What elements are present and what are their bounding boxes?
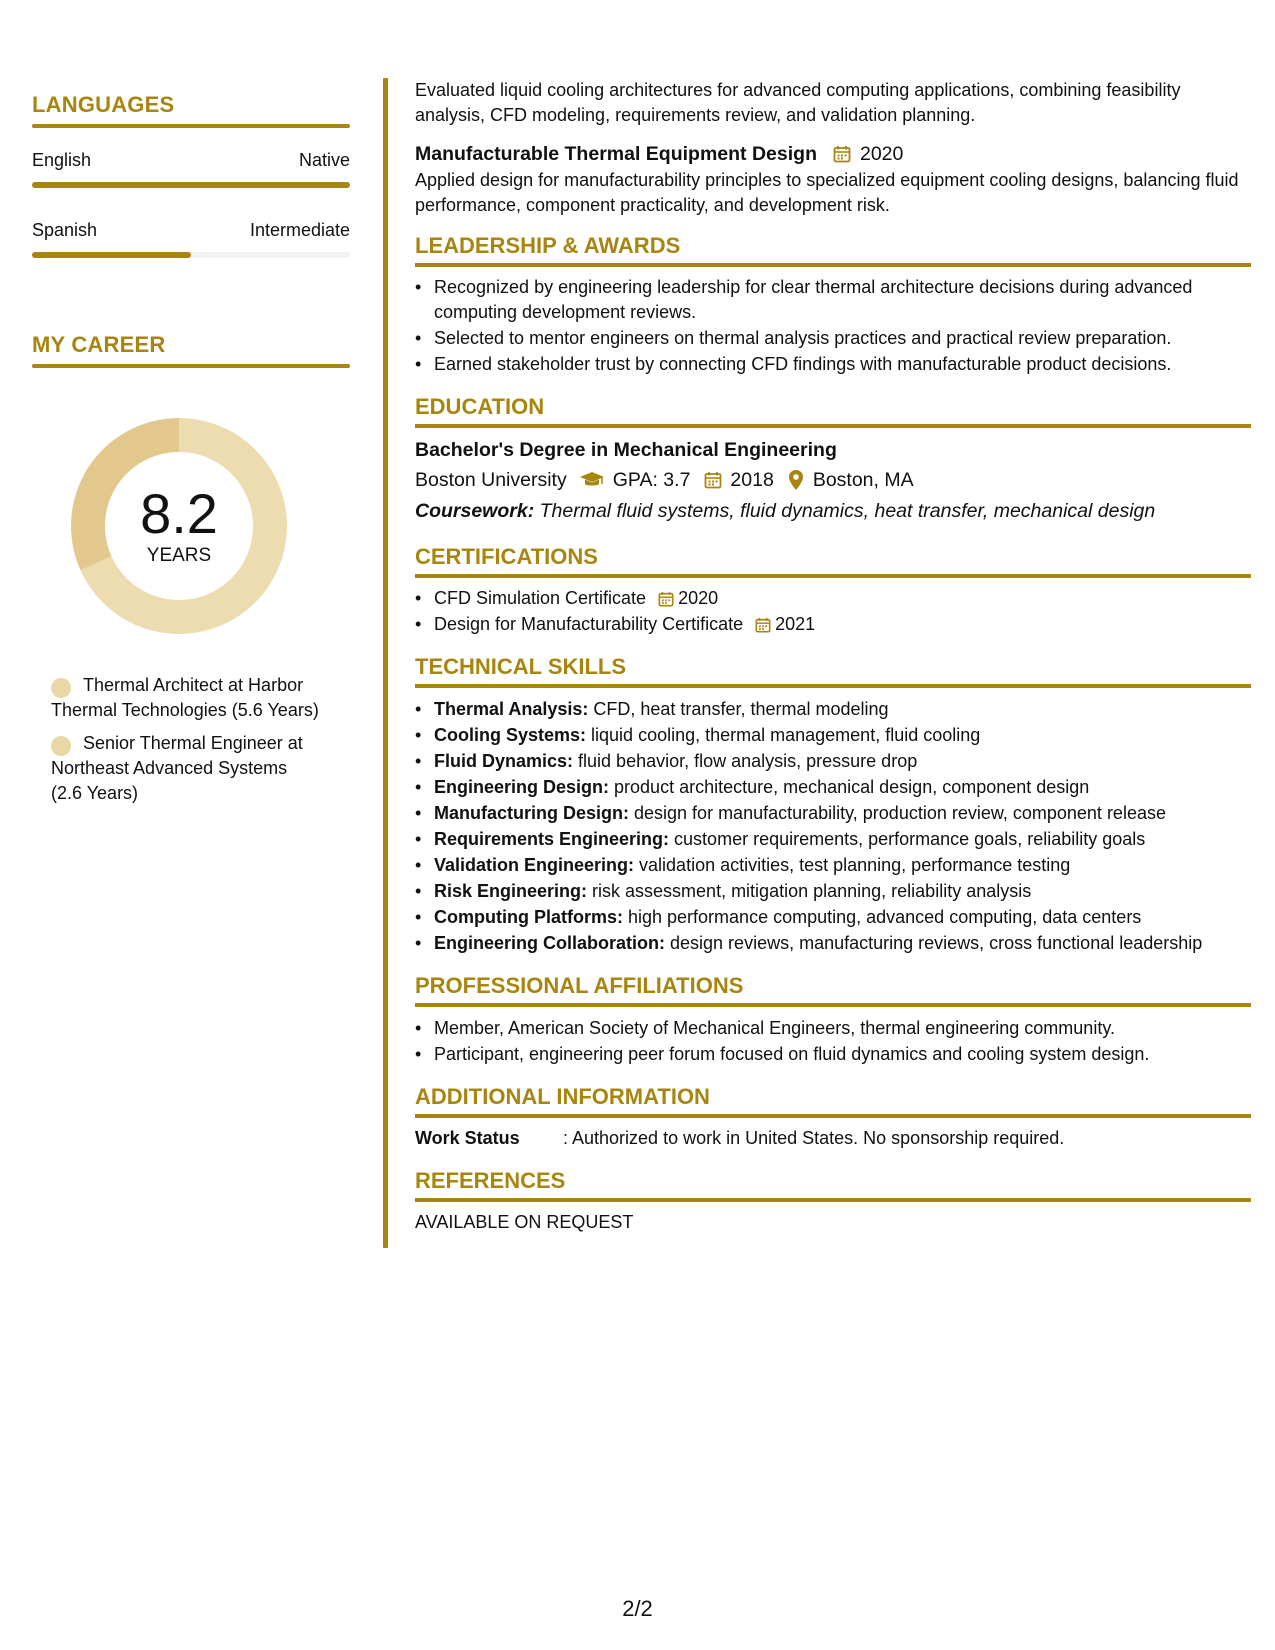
skill-item [415, 878, 1251, 904]
skill-value: design for manufacturability, production review, component release [629, 803, 1166, 823]
skill-value: high performance computing, advanced computing, data centers [623, 907, 1142, 927]
skill-item [415, 774, 1251, 800]
affiliations-list [415, 1015, 1251, 1067]
skill-label: Fluid Dynamics: [434, 751, 574, 771]
section-rule [415, 684, 1251, 688]
project-year: 2020 [859, 143, 904, 165]
section-rule [415, 1114, 1251, 1118]
education-title: EDUCATION [415, 394, 545, 419]
skill-value: design reviews, manufacturing reviews, cross functional leadership [665, 933, 1203, 953]
skill-label: Risk Engineering: [434, 881, 588, 901]
language-level: Native [298, 150, 350, 170]
references-section [415, 1167, 1251, 1235]
career-title: MY CAREER [32, 332, 166, 357]
page-number: 2/2 [622, 1596, 653, 1621]
work-status-label: Work Status [415, 1128, 520, 1148]
skill-value: liquid cooling, thermal management, fluid cooling [586, 725, 981, 745]
school-name: Boston University [415, 469, 567, 491]
leadership-list [415, 275, 1251, 377]
language-level: Intermediate [249, 220, 350, 240]
skill-item [415, 800, 1251, 826]
references-text: AVAILABLE ON REQUEST [415, 1212, 634, 1232]
language-bar-track [32, 182, 350, 188]
list-item: • Recognized by engineering leadership for clear thermal architecture decisions during advanced computing development reviews. [415, 275, 1251, 325]
skill-item [415, 904, 1251, 930]
career-total-years: 8.2 [140, 482, 218, 545]
language-bar-fill [32, 182, 350, 188]
career-role-text: Thermal Architect at Harbor Thermal Technologies (5.6 Years) [51, 675, 319, 720]
skill-label: Engineering Collaboration: [434, 933, 666, 953]
certification-item [415, 612, 1251, 637]
language-bar-fill [32, 252, 191, 258]
certification-year: 2020 [678, 588, 719, 608]
right-column [415, 78, 1251, 1235]
skill-label: Computing Platforms: [434, 907, 623, 927]
career-legend-item [51, 731, 322, 806]
section-rule [415, 424, 1251, 428]
left-column [32, 92, 350, 814]
certifications-title: CERTIFICATIONS [415, 544, 598, 569]
section-rule [32, 364, 350, 368]
location-pin-icon [788, 469, 804, 491]
skill-value: validation activities, test planning, performance testing [634, 855, 1071, 875]
certifications-list [415, 586, 1251, 637]
language-bar-track [32, 252, 350, 258]
certification-year: 2021 [775, 614, 816, 634]
leadership-section [415, 232, 1251, 377]
skills-section [415, 653, 1251, 956]
language-name: English [32, 150, 92, 170]
list-item: • Earned stakeholder trust by connecting CFD findings with manufacturable product decisions. [415, 352, 1251, 377]
legend-dot-icon [51, 678, 71, 698]
coursework [415, 496, 1251, 526]
affiliations-title: PROFESSIONAL AFFILIATIONS [415, 973, 744, 998]
language-name: Spanish [32, 220, 98, 240]
certification-name: • CFD Simulation Certificate [434, 588, 647, 608]
graduation-year: 2018 [730, 469, 774, 491]
career-donut-chart [66, 413, 292, 639]
list-item: • Selected to mentor engineers on thermal analysis practices and practical review preparation. [415, 326, 1251, 351]
skill-value: risk assessment, mitigation planning, reliability analysis [587, 881, 1032, 901]
language-item [32, 220, 350, 258]
education-section [415, 393, 1251, 526]
calendar-icon [704, 471, 722, 489]
legend-dot-icon [51, 736, 71, 756]
school-location: Boston, MA [812, 469, 914, 491]
degree-title: Bachelor's Degree in Mechanical Engineering [415, 439, 837, 461]
section-rule [415, 263, 1251, 267]
skill-value: customer requirements, performance goals, reliability goals [669, 829, 1146, 849]
project-description: Applied design for manufacturability principles to specialized equipment cooling designs, balancing fluid performance, component practicality, and development risk. [415, 170, 1239, 215]
calendar-icon [755, 617, 771, 633]
skills-title: TECHNICAL SKILLS [415, 654, 627, 679]
coursework-text: Thermal fluid systems, fluid dynamics, heat transfer, mechanical design [534, 500, 1156, 522]
list-item: • Member, American Society of Mechanical Engineers, thermal engineering community. [415, 1015, 1251, 1041]
section-rule [32, 124, 350, 128]
calendar-icon [833, 145, 851, 163]
list-item: • Participant, engineering peer forum focused on fluid dynamics and cooling system design. [415, 1041, 1251, 1067]
project-heading [415, 140, 1251, 168]
skill-item [415, 748, 1251, 774]
column-divider [383, 78, 388, 1248]
skill-value: CFD, heat transfer, thermal modeling [588, 699, 889, 719]
skill-item [415, 930, 1251, 956]
leadership-title: LEADERSHIP & AWARDS [415, 233, 681, 258]
section-rule [415, 1003, 1251, 1007]
certification-item [415, 586, 1251, 611]
skill-label: Thermal Analysis: [434, 699, 589, 719]
education-meta [415, 464, 1251, 496]
certifications-section [415, 543, 1251, 637]
skill-label: Validation Engineering: [434, 855, 635, 875]
additional-section [415, 1083, 1251, 1151]
career-years-unit: YEARS [146, 545, 212, 566]
career-legend [32, 673, 322, 806]
work-status-row [415, 1126, 1251, 1151]
section-rule [415, 1198, 1251, 1202]
career-legend-item [51, 673, 322, 723]
career-role-text: Senior Thermal Engineer at Northeast Advanced Systems (2.6 Years) [51, 733, 303, 803]
gpa: GPA: 3.7 [612, 469, 691, 491]
work-status-value: : Authorized to work in United States. No sponsorship required. [563, 1128, 1065, 1148]
skill-label: Requirements Engineering: [434, 829, 670, 849]
affiliations-section [415, 972, 1251, 1067]
graduation-cap-icon [579, 471, 605, 489]
skills-list [415, 696, 1251, 956]
intro-paragraph: Evaluated liquid cooling architectures for advanced computing applications, combining feasibility analysis, CFD modeling, requirements review, and validation planning. [415, 80, 1181, 125]
skill-label: Engineering Design: [434, 777, 610, 797]
project-title: Manufacturable Thermal Equipment Design [415, 143, 817, 165]
skill-value: product architecture, mechanical design, component design [609, 777, 1090, 797]
additional-title: ADDITIONAL INFORMATION [415, 1084, 710, 1109]
skill-label: Cooling Systems: [434, 725, 587, 745]
languages-title: LANGUAGES [32, 92, 175, 117]
language-item [32, 150, 350, 188]
skill-item [415, 826, 1251, 852]
skill-item [415, 696, 1251, 722]
references-title: REFERENCES [415, 1168, 566, 1193]
certification-name: • Design for Manufacturability Certificate [434, 614, 744, 634]
skill-value: fluid behavior, flow analysis, pressure drop [573, 751, 918, 771]
section-rule [415, 574, 1251, 578]
coursework-label: Coursework: [415, 500, 535, 522]
skill-item [415, 722, 1251, 748]
calendar-icon [658, 591, 674, 607]
skill-item [415, 852, 1251, 878]
skill-label: Manufacturing Design: [434, 803, 630, 823]
